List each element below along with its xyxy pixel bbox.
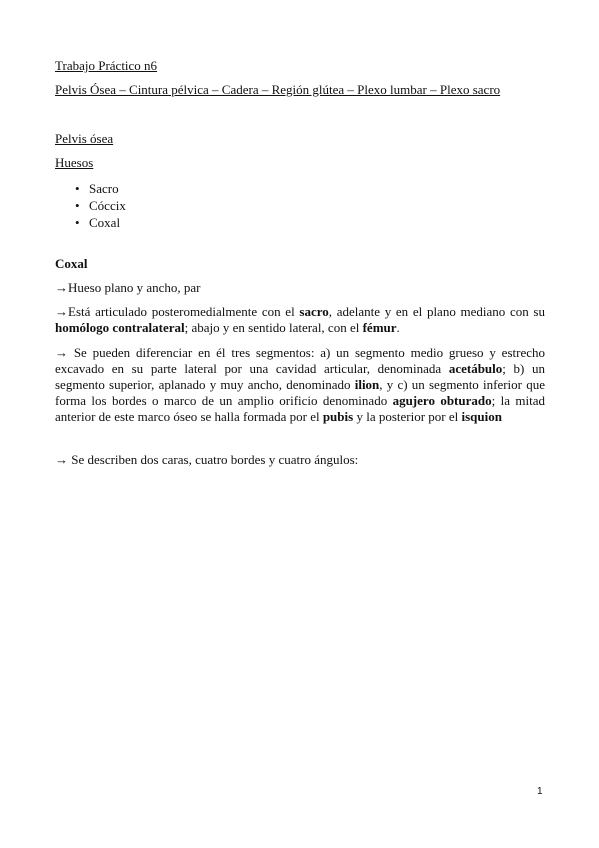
bullet-icon: • [75,215,80,230]
arrow-icon: → [55,304,68,319]
coxal-paragraph-4: → Se describen dos caras, cuatro bordes y cuatro ángulos: [55,452,359,467]
arrow-icon: → [55,345,68,360]
arrow-icon: → [55,452,68,467]
coxal-heading: Coxal [55,256,88,271]
document-subtitle: Pelvis Ósea – Cintura pélvica – Cadera – Región glútea – Plexo lumbar – Plexo sacro [55,82,501,97]
coxal-paragraph-3: → Se pueden diferenciar en él tres segmentos: a) un segmento medio grueso y estrecho excavado en su parte lateral por una cavidad articular, denominada acetábulo; b) un segmento superior, aplanado y muy ancho, denominado ilion, y c) un segmento inferior que forma los bordes o marco de un amplio orificio denominado agujero obturado; la mitad anterior de este marco óseo se halla formada por el pubis y la posterior por el isquion [55,345,545,424]
list-item: • Sacro [75,181,119,196]
bullet-icon: • [75,198,80,213]
bones-list [55,180,126,231]
section-subheading: Huesos [55,155,94,170]
coxal-paragraph-1: →Hueso plano y ancho, par [55,280,201,295]
document-title: Trabajo Práctico n6 [55,58,158,73]
bullet-icon: • [75,181,80,196]
list-item: • Cóccix [75,198,126,213]
coxal-paragraph-2: →Está articulado posteromedialmente con el sacro, adelante y en el plano mediano con su homólogo contralateral; abajo y en sentido lateral, con el fémur. [55,304,545,335]
page-number: 1 [537,786,543,797]
arrow-icon: → [55,280,68,295]
list-item: • Coxal [75,215,121,230]
section-heading: Pelvis ósea [55,131,114,146]
